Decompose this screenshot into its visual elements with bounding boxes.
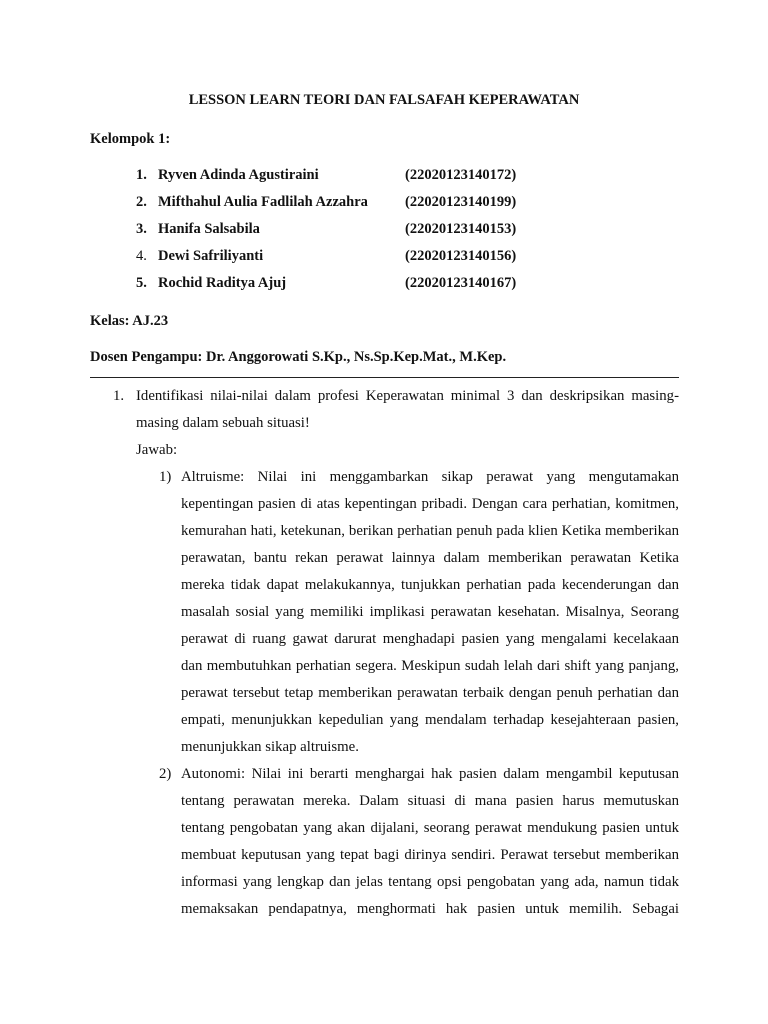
answer-line: empati, menunjukkan kepedulian yang mendalam terhadap kesejahteraan pasien, — [181, 712, 679, 728]
answer-line: tentang perawatan mereka. Dalam situasi di mana pasien harus memutuskan — [181, 793, 679, 809]
answer-line: masalah sosial yang memiliki implikasi perawatan kesehatan. Misalnya, Seorang — [181, 604, 679, 620]
member-row — [0, 221, 768, 241]
member-number: 2. — [136, 194, 147, 210]
member-name: Rochid Raditya Ajuj — [158, 275, 287, 291]
answer-label: Jawab: — [136, 442, 178, 458]
class-label: Kelas: AJ.23 — [90, 313, 169, 329]
member-id: (22020123140199) — [405, 194, 517, 210]
answer-line: memaksakan pendapatnya, menghormati hak pasien untuk memilih. Sebagai — [181, 901, 679, 917]
member-name: Hanifa Salsabila — [158, 221, 260, 237]
document-title: LESSON LEARN TEORI DAN FALSAFAH KEPERAWATAN — [188, 92, 580, 108]
member-row — [0, 194, 768, 214]
member-number: 3. — [136, 221, 147, 237]
member-name: Mifthahul Aulia Fadlilah Azzahra — [158, 194, 368, 210]
member-row — [0, 248, 768, 268]
question-line: Identifikasi nilai-nilai dalam profesi Keperawatan minimal 3 dan deskripsikan masing- — [136, 388, 679, 404]
answer-line: Autonomi: Nilai ini berarti menghargai hak pasien dalam mengambil keputusan — [181, 766, 679, 782]
member-row — [0, 275, 768, 295]
answer-line: Altruisme: Nilai ini menggambarkan sikap perawat yang mengutamakan — [181, 469, 679, 485]
member-id: (22020123140172) — [405, 167, 517, 183]
member-number: 5. — [136, 275, 147, 291]
answer-line: mereka tidak dapat melakukannya, tunjukkan perhatian pada kecenderungan dan — [181, 577, 679, 593]
answer-line: membuat keputusan yang tepat bagi dirinya sendiri. Perawat tersebut memberikan — [181, 847, 679, 863]
question-line: masing dalam sebuah situasi! — [136, 415, 310, 431]
answer-number: 1) — [159, 469, 172, 485]
member-id: (22020123140156) — [405, 248, 517, 264]
answer-line: perawat tersebut tetap memberikan perawatan terbaik dengan penuh perhatian dan — [181, 685, 679, 701]
answer-line: perawat di ruang gawat darurat menghadapi pasien yang mengalami kecelakaan — [181, 631, 679, 647]
lecturer-label: Dosen Pengampu: Dr. Anggorowati S.Kp., Ns.Sp.Kep.Mat., M.Kep. — [90, 349, 507, 365]
member-row — [0, 167, 768, 187]
member-name: Ryven Adinda Agustiraini — [158, 167, 319, 183]
answer-number: 2) — [159, 766, 172, 782]
answer-line: kemurahan hati, ketekunan, berikan perhatian penuh pada klien Ketika memberikan — [181, 523, 679, 539]
answer-line: dan membutuhkan perhatian segera. Meskipun sudah lelah dari shift yang panjang, — [181, 658, 679, 674]
answer-line: informasi yang lengkap dan jelas tentang opsi pengobatan yang ada, namun tidak — [181, 874, 679, 890]
answer-line: perawatan, bantu rekan perawat lainnya dalam memberikan perawatan Ketika — [181, 550, 679, 566]
answer-line: menunjukkan sikap altruisme. — [181, 739, 359, 755]
answer-altruisme — [181, 464, 679, 761]
member-id: (22020123140153) — [405, 221, 517, 237]
member-number: 4. — [136, 248, 147, 264]
group-label: Kelompok 1: — [90, 131, 171, 147]
member-id: (22020123140167) — [405, 275, 517, 291]
answer-line: tentang pengobatan yang akan dijalani, seorang perawat mendukung pasien untuk — [181, 820, 679, 836]
member-name: Dewi Safriliyanti — [158, 248, 264, 264]
question-number: 1. — [113, 388, 125, 404]
divider — [90, 377, 679, 378]
member-number: 1. — [136, 167, 147, 183]
answer-autonomi — [181, 761, 679, 923]
answer-line: kepentingan pasien di atas kepentingan pribadi. Dengan cara perhatian, komitmen, — [181, 496, 679, 512]
